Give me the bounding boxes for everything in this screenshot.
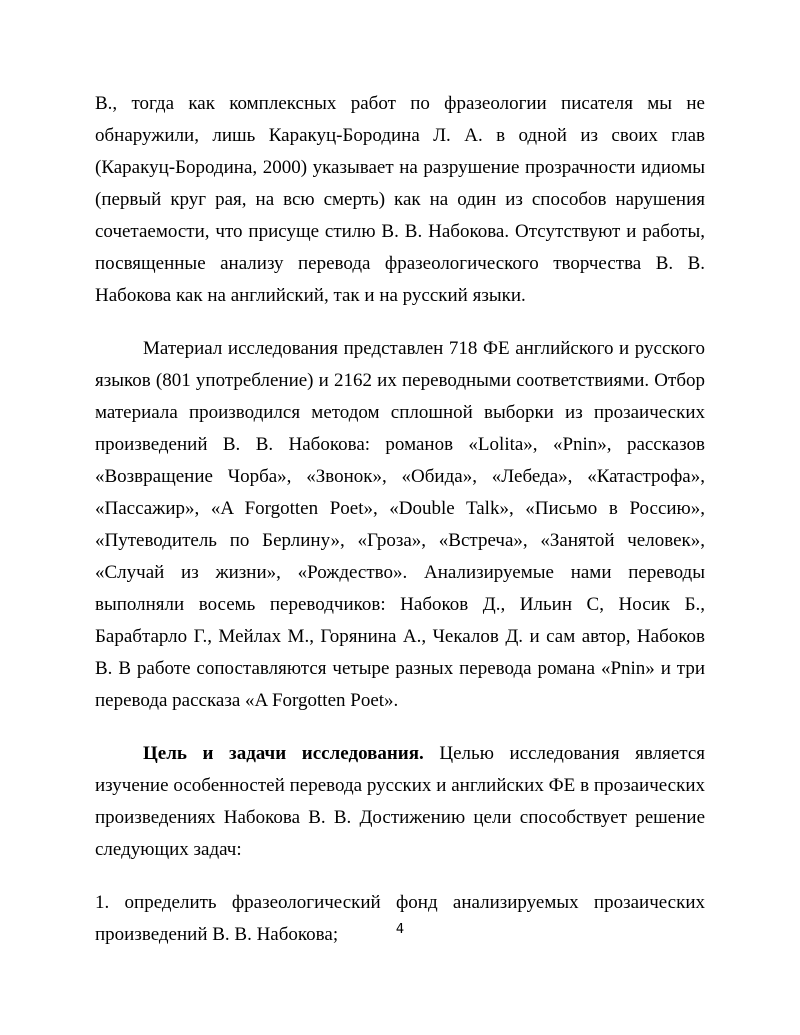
- paragraph: Материал исследования представлен 718 ФЕ английского и русского языков (801 употребление) и 2162 их переводными соответствиями. Отбор материала производился методом сплошной выборки из прозаических произведений В. В. Набокова: романов «Lolita», «Pnin», рассказов «Возвращение Чорба», «Звонок», «Обида», «Лебеда», «Катастрофа», «Пассажир», «A Forgotten Poet», «Double Talk», «Письмо в Россию», «Путеводитель по Берлину», «Гроза», «Встреча», «Занятой человек», «Случай из жизни», «Рождество». Анализируемые нами переводы выполняли восемь переводчиков: Набоков Д., Ильин С, Носик Б., Барабтарло Г., Мейлах М., Горянина А., Чекалов Д. и сам автор, Набоков В. В работе сопоставляются четыре разных перевода романа «Pnin» и три перевода рассказа «A Forgotten Poet».: [95, 338, 705, 711]
- document-page: [95, 88, 705, 951]
- paragraph: В., тогда как комплексных работ по фразеологии писателя мы не обнаружили, лишь Каракуц-Бородина Л. А. в одной из своих глав (Каракуц-Бородина, 2000) указывает на разрушение прозрачности идиомы (первый круг рая, на всю смерть) как на один из способов нарушения сочетаемости, что присуще стилю В. В. Набокова. Отсутствуют и работы, посвященные анализу перевода фразеологического творчества В. В. Набокова как на английский, так и на русский языки.: [95, 93, 705, 306]
- section-heading: Цель и задачи исследования.: [143, 743, 424, 764]
- paragraph-goals: [95, 738, 705, 866]
- page-number: 4: [395, 922, 405, 937]
- list-item: 1. определить фразеологический фонд анализируемых прозаических произведений В. В. Набокова;: [95, 892, 705, 945]
- paragraph-text: Целью исследования является изучение особенностей перевода русских и английских ФЕ в прозаических произведениях Набокова В. В. Достижению цели способствует решение следующих задач:: [95, 743, 705, 860]
